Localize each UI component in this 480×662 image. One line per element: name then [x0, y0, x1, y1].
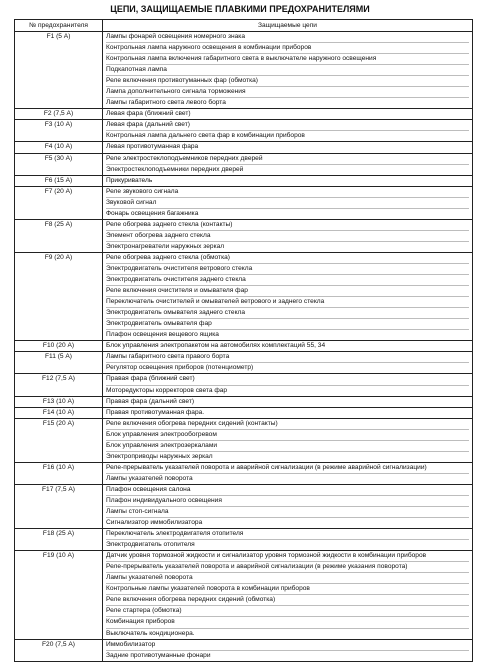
circuit-item: Реле включения обогрева передних сидений (обмотка) — [106, 595, 469, 606]
protected-circuits — [103, 418, 473, 462]
circuit-item: Контрольные лампы указателей поворота в комбинации приборов — [106, 584, 469, 595]
circuit-item: Электроприводы наружных зеркал — [106, 452, 213, 460]
circuit-item: Реле-прерыватель указателей поворота и аварийной сигнализации (в режиме указания поворота) — [106, 562, 469, 573]
circuit-item: Правая фара (ближний свет) — [106, 374, 469, 385]
circuit-item: Подкапотная лампа — [106, 65, 469, 76]
protected-circuits — [103, 352, 473, 374]
circuit-item: Блок управления электропакетом на автомобилях комплектаций 55, 34 — [106, 342, 326, 350]
fuse-number: F3 (10 А) — [15, 120, 103, 142]
protected-circuits — [103, 551, 473, 639]
fuse-row — [15, 186, 473, 219]
protected-circuits — [103, 374, 473, 396]
fuse-row — [15, 374, 473, 396]
circuit-item: Переключатель очистителей и омывателей ветрового и заднего стекла — [106, 297, 469, 308]
protected-circuits — [103, 186, 473, 219]
circuit-item: Контрольная лампа дальнего света фар в комбинации приборов — [106, 132, 305, 140]
circuit-item: Левая противотуманная фара — [106, 143, 199, 151]
circuit-item: Электродвигатель очистителя ветрового стекла — [106, 264, 469, 275]
circuit-item: Регулятор освещения приборов (потенциометр) — [106, 364, 254, 372]
fuse-row — [15, 462, 473, 484]
circuit-item: Левая фара (дальний свет) — [106, 120, 469, 131]
fuse-number: F20 (7,5 А) — [15, 639, 103, 661]
circuit-item: Лампы фонарей освещения номерного знака — [106, 32, 469, 43]
fuse-row — [15, 418, 473, 462]
protected-circuits — [103, 529, 473, 551]
circuit-item: Блок управления электрозеркалами — [106, 441, 469, 452]
circuit-item: Звуковой сигнал — [106, 198, 469, 209]
circuit-item: Правая противотуманная фара. — [106, 408, 205, 416]
fuse-number: F12 (7,5 А) — [15, 374, 103, 396]
circuit-item: Лампы указателей поворота — [106, 573, 469, 584]
fuse-number: F4 (10 А) — [15, 142, 103, 153]
protected-circuits — [103, 109, 473, 120]
circuit-item: Лампа дополнительного сигнала торможения — [106, 87, 469, 98]
fuse-row — [15, 407, 473, 418]
circuit-item: Правая фара (дальний свет) — [106, 397, 195, 405]
circuit-item: Контрольная лампа включения габаритного света в выключателе наружного освещения — [106, 54, 469, 65]
fuse-number: F6 (15 А) — [15, 175, 103, 186]
circuit-item: Реле включения очистителя и омывателя фар — [106, 286, 469, 297]
circuit-item: Лампы указателей поворота — [106, 474, 193, 482]
circuit-item: Электродвигатель омывателя заднего стекла — [106, 308, 469, 319]
circuit-item: Сигнализатор иммобилизатора — [106, 519, 203, 527]
fuse-row — [15, 175, 473, 186]
circuit-item: Реле электростеклоподъемников передних дверей — [106, 154, 469, 165]
circuit-item: Блок управления электрообогревом — [106, 430, 469, 441]
fuse-number: F11 (5 А) — [15, 352, 103, 374]
fuse-number: F13 (10 А) — [15, 396, 103, 407]
fuse-number: F19 (10 А) — [15, 551, 103, 639]
protected-circuits — [103, 396, 473, 407]
fuse-number: F17 (7,5 А) — [15, 484, 103, 528]
fuse-row — [15, 639, 473, 661]
circuit-item: Реле включения противотуманных фар (обмотка) — [106, 76, 469, 87]
circuit-item: Задние противотуманные фонари — [106, 651, 211, 659]
circuit-item: Плафон индивидуального освещения — [106, 496, 469, 507]
fuse-number: F18 (25 А) — [15, 529, 103, 551]
protected-circuits — [103, 407, 473, 418]
fuse-number: F14 (10 А) — [15, 407, 103, 418]
circuit-item: Контрольная лампа наружного освещения в комбинации приборов — [106, 43, 469, 54]
circuit-item: Иммобилизатор — [106, 640, 469, 651]
fuse-number: F9 (20 А) — [15, 252, 103, 340]
circuit-item: Электростеклоподъемники передних дверей — [106, 165, 244, 173]
circuit-item: Прикуриватель — [106, 176, 153, 184]
fuse-number: F16 (10 А) — [15, 462, 103, 484]
fuse-number: F7 (20 А) — [15, 186, 103, 219]
circuit-item: Реле включения обогрева передних сидений (контакты) — [106, 419, 469, 430]
protected-circuits — [103, 142, 473, 153]
protected-circuits — [103, 120, 473, 142]
circuit-item: Реле стартера (обмотка) — [106, 606, 469, 617]
protected-circuits — [103, 639, 473, 661]
protected-circuits — [103, 32, 473, 109]
table-header — [15, 20, 473, 32]
protected-circuits — [103, 219, 473, 252]
protected-circuits — [103, 153, 473, 175]
circuit-item: Элемент обогрева заднего стекла — [106, 231, 469, 242]
protected-circuits — [103, 484, 473, 528]
circuit-item: Электронагреватели наружных зеркал — [106, 242, 225, 250]
circuit-item: Лампы стоп-сигнала — [106, 507, 469, 518]
protected-circuits — [103, 341, 473, 352]
circuit-item: Электродвигатель отопителя — [106, 541, 195, 549]
fuse-row — [15, 484, 473, 528]
fuse-row — [15, 396, 473, 407]
circuit-item: Реле обогрева заднего стекла (обмотка) — [106, 253, 469, 264]
fuse-number: F2 (7,5 А) — [15, 109, 103, 120]
circuit-item: Электродвигатель омывателя фар — [106, 319, 469, 330]
fuse-row — [15, 153, 473, 175]
circuit-item: Лампы габаритного света правого борта — [106, 352, 469, 363]
fuse-number: F1 (5 А) — [15, 32, 103, 109]
circuit-item: Реле обогрева заднего стекла (контакты) — [106, 220, 469, 231]
fuse-row — [15, 219, 473, 252]
fuse-number: F10 (20 А) — [15, 341, 103, 352]
circuit-item: Плафон освещения вещевого ящика — [106, 331, 219, 339]
fuse-number: F5 (30 А) — [15, 153, 103, 175]
table-body — [15, 32, 473, 662]
fuse-row — [15, 32, 473, 109]
circuit-item: Реле-прерыватель указателей поворота и аварийной сигнализации (в режиме аварийной сигнализации) — [106, 463, 469, 474]
circuit-item: Плафон освещения салона — [106, 485, 469, 496]
fuse-row — [15, 142, 473, 153]
fuse-row — [15, 109, 473, 120]
circuit-item: Комбинация приборов — [106, 617, 469, 628]
protected-circuits — [103, 462, 473, 484]
fuse-row — [15, 252, 473, 340]
protected-circuits — [103, 252, 473, 340]
circuit-item: Фонарь освещения багажника — [106, 209, 199, 217]
fuse-row — [15, 341, 473, 352]
circuit-item: Выключатель кондиционера. — [106, 629, 195, 637]
circuit-item: Переключатель электродвигателя отопителя — [106, 529, 469, 540]
circuit-item: Моторедукторы корректоров света фар — [106, 386, 228, 394]
protected-circuits-header: Защищаемые цепи — [103, 20, 473, 32]
fuse-row — [15, 352, 473, 374]
fuse-number: F8 (25 А) — [15, 219, 103, 252]
circuit-item: Датчик уровня тормозной жидкости и сигнализатор уровня тормозной жидкости в комбинации приборов — [106, 551, 469, 562]
fuse-table — [14, 19, 473, 662]
circuit-item: Электродвигатель очистителя заднего стекла — [106, 275, 469, 286]
circuit-item: Реле звукового сигнала — [106, 187, 469, 198]
fuse-row — [15, 529, 473, 551]
circuit-item: Левая фара (ближний свет) — [106, 110, 191, 118]
circuit-item: Лампы габаритного света левого борта — [106, 99, 226, 107]
fuse-number-header: № предохранителя — [15, 20, 103, 32]
protected-circuits — [103, 175, 473, 186]
fuse-row — [15, 120, 473, 142]
fuse-row — [15, 551, 473, 639]
fuse-number: F15 (20 А) — [15, 418, 103, 462]
document-title: ЦЕПИ, ЗАЩИЩАЕМЫЕ ПЛАВКИМИ ПРЕДОХРАНИТЕЛЯМИ — [110, 4, 370, 14]
